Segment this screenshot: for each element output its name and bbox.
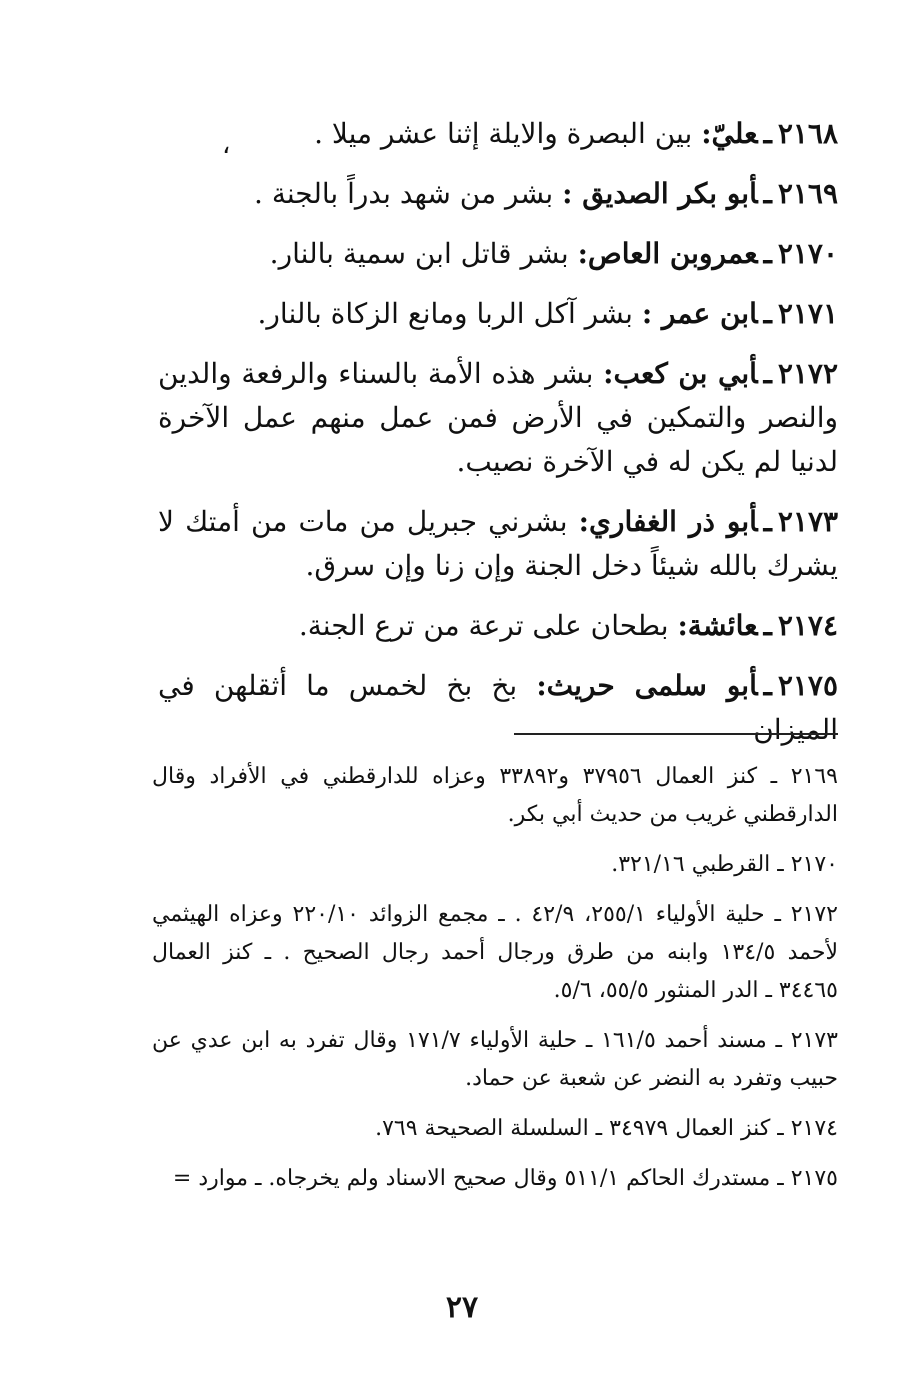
entry-text: بشر هذه الأمة بالسناء والرفعة والدين والنصر والتمكين في الأرض فمن عمل منهم عمل الآخرة لدنيا لم يكن له في الآخرة نصيب. <box>158 357 838 478</box>
entry-2168 <box>158 112 838 156</box>
entry-text: بشرني جبريل من مات من أمتك لا يشرك بالله شيئاً دخل الجنة وإن زنا وإن سرق. <box>158 505 838 582</box>
entry-text: بشر قاتل ابن سمية بالنار. <box>269 237 569 270</box>
entry-number: ٢١٧٣ <box>777 505 839 538</box>
entry-number: ٢١٦٩ <box>777 177 838 210</box>
entry-dash: ـ <box>763 505 772 538</box>
entry-narrator: عمروبن العاص: <box>577 237 758 270</box>
entry-narrator: عليّ: <box>701 117 758 150</box>
entry-2174 <box>158 604 838 648</box>
entry-2175 <box>158 664 838 752</box>
entry-2171 <box>158 292 838 336</box>
entry-number: ٢١٧٥ <box>777 669 838 702</box>
entry-narrator: ابن عمر : <box>641 297 758 330</box>
footnote-divider <box>514 733 838 735</box>
entry-narrator: أبو سلمى حريث: <box>536 669 758 702</box>
entry-2170 <box>158 232 838 276</box>
entry-2173 <box>158 500 838 588</box>
entry-number: ٢١٦٨ <box>777 117 838 150</box>
stray-mark: ، <box>222 130 231 160</box>
hadith-entries <box>158 112 838 768</box>
footnote: ٢١٧٤ ـ كنز العمال ٣٤٩٧٩ ـ السلسلة الصحيحة ٧٦٩. <box>375 1116 838 1141</box>
entry-narrator: أبو ذر الغفاري: <box>578 505 758 538</box>
footnote: ٢١٧٢ ـ حلية الأولياء ٢٥٥/١، ٤٢/٩ . ـ مجمع الزوائد ٢٢٠/١٠ وعزاه الهيثمي لأحمد ١٣٤/٥ وابنه من طرق ورجال أحمد رجال الصحيح . ـ كنز العمال ٣٤٤٦٥ ـ الدر المنثور ٥٥/٥، ٥/٦. <box>152 902 838 1003</box>
entry-narrator: عائشة: <box>677 609 758 642</box>
footnote: ٢١٧٣ ـ مسند أحمد ١٦١/٥ ـ حلية الأولياء ١٧١/٧ وقال تفرد به ابن عدي عن حبيب وتفرد به النضر عن شعبة عن حماد. <box>152 1028 838 1091</box>
entry-dash: ـ <box>763 117 772 150</box>
entry-text: بين البصرة والايلة إثنا عشر ميلا . <box>314 117 693 150</box>
entry-narrator: أبو بكر الصديق : <box>562 177 758 210</box>
entry-2172 <box>158 352 838 484</box>
entry-2169 <box>158 172 838 216</box>
entry-text: بخ بخ لخمس ما أثقلهن في الميزان <box>158 669 838 746</box>
entry-number: ٢١٧٠ <box>777 237 838 270</box>
entry-dash: ـ <box>763 669 772 702</box>
entry-dash: ـ <box>763 297 772 330</box>
entry-text: بشر آكل الربا ومانع الزكاة بالنار. <box>257 297 633 330</box>
page-number: ٢٧ <box>445 1290 479 1325</box>
entry-number: ٢١٧٢ <box>777 357 838 390</box>
entry-number: ٢١٧٤ <box>777 609 838 642</box>
entry-number: ٢١٧١ <box>777 297 838 330</box>
entry-dash: ـ <box>763 237 772 270</box>
entry-dash: ـ <box>763 609 772 642</box>
entry-dash: ـ <box>763 177 772 210</box>
footnote: ٢١٧٠ ـ القرطبي ٣٢١/١٦. <box>611 852 838 877</box>
entry-text: بطحان على ترعة من ترع الجنة. <box>298 609 669 642</box>
footnote: ٢١٦٩ ـ كنز العمال ٣٧٩٥٦ و٣٣٨٩٢ وعزاه للدارقطني في الأفراد وقال الدارقطني غريب من حديث أبي بكر. <box>152 764 838 827</box>
entry-narrator: أبي بن كعب: <box>603 357 758 390</box>
entry-text: بشر من شهد بدراً بالجنة . <box>254 177 554 210</box>
entry-dash: ـ <box>763 357 772 390</box>
footnote: ٢١٧٥ ـ مستدرك الحاكم ٥١١/١ وقال صحيح الاسناد ولم يخرجاه. ـ موارد = <box>172 1166 838 1191</box>
footnotes <box>152 758 838 1210</box>
